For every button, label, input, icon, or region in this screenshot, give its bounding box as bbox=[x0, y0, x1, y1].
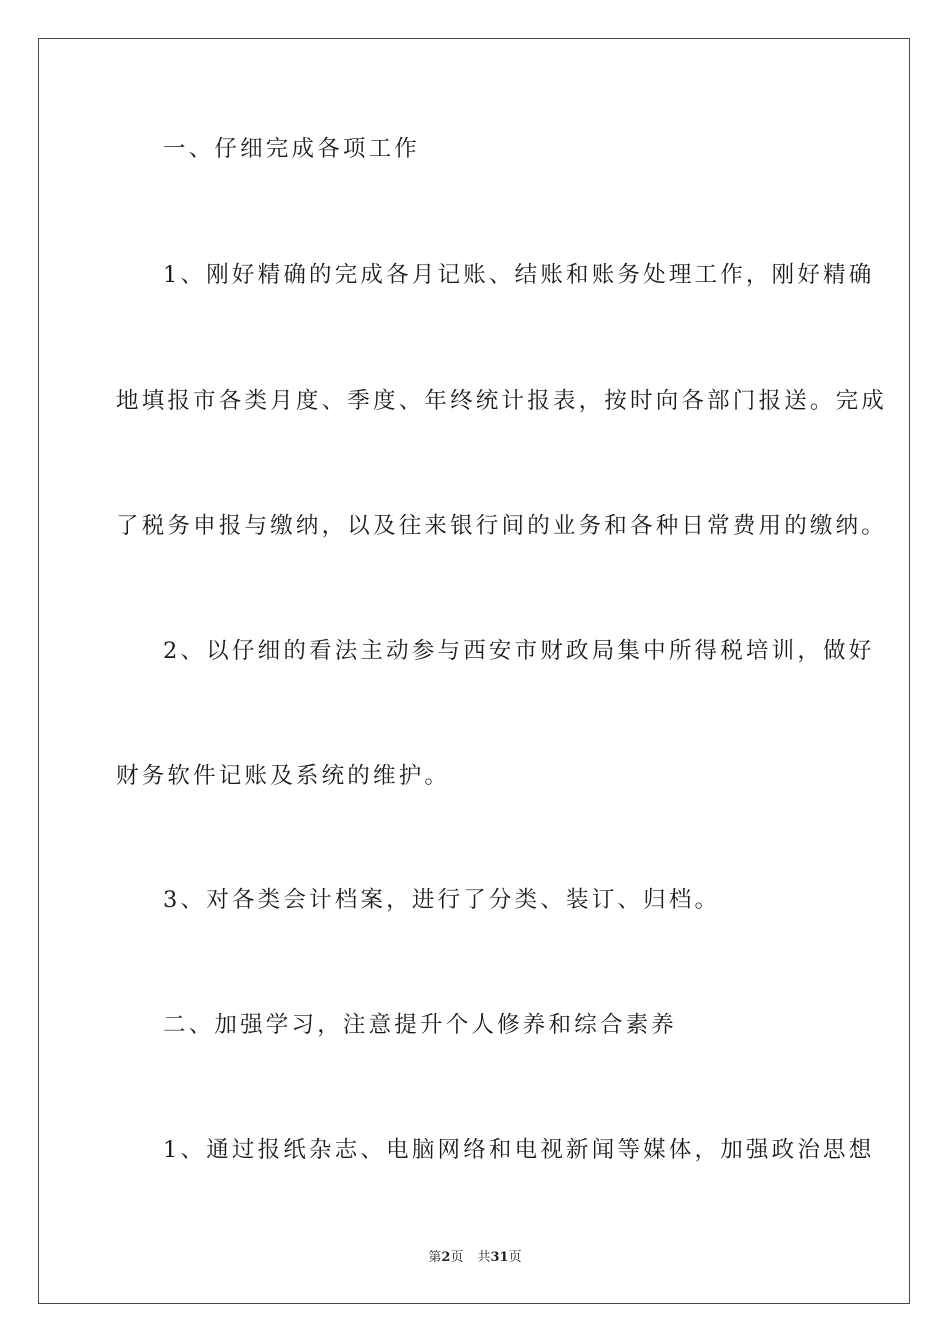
paragraph-line: 1、刚好精确的完成各月记账、结账和账务处理工作，刚好精确 bbox=[163, 262, 875, 288]
footer-page-number: 2 bbox=[441, 1250, 451, 1265]
paragraph-line: 了税务申报与缴纳，以及往来银行间的业务和各种日常费用的缴纳。 bbox=[116, 513, 888, 539]
paragraph-line: 3、对各类会计档案，进行了分类、装订、归档。 bbox=[163, 887, 721, 913]
paragraph-line: 地填报市各类月度、季度、年终统计报表，按时向各部门报送。完成 bbox=[116, 388, 888, 414]
footer-page-prefix: 第 bbox=[428, 1250, 442, 1265]
footer-total-pages: 31 bbox=[490, 1250, 509, 1265]
section-heading-1: 一、仔细完成各项工作 bbox=[163, 136, 421, 162]
footer-total-prefix: 共 bbox=[477, 1250, 491, 1265]
paragraph-line: 2、以仔细的看法主动参与西安市财政局集中所得税培训，做好 bbox=[163, 638, 875, 664]
footer-total-suffix: 页 bbox=[508, 1250, 522, 1265]
paragraph-line: 财务软件记账及系统的维护。 bbox=[116, 763, 451, 789]
paragraph-line: 1、通过报纸杂志、电脑网络和电视新闻等媒体，加强政治思想 bbox=[163, 1137, 875, 1163]
page-border bbox=[38, 38, 910, 1304]
section-heading-2: 二、加强学习，注意提升个人修养和综合素养 bbox=[163, 1012, 678, 1038]
footer-page-suffix: 页 bbox=[450, 1250, 464, 1265]
page-footer bbox=[0, 1246, 950, 1265]
